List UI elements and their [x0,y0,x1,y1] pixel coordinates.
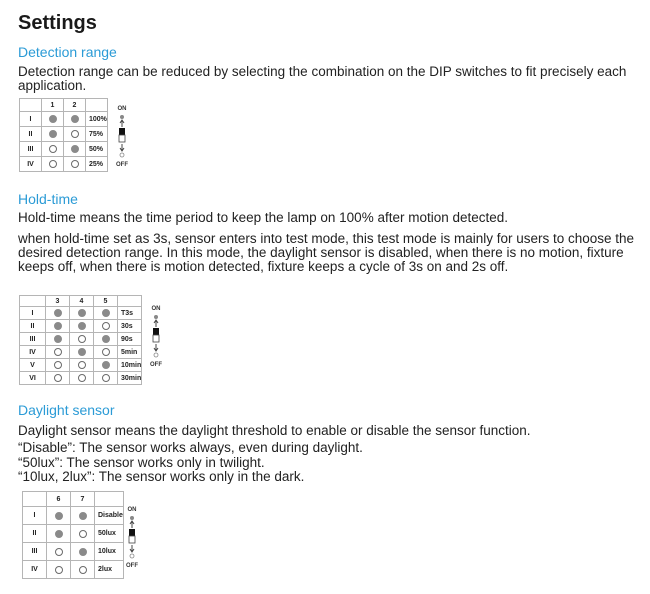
filled-circle-icon [49,130,57,138]
filled-circle-icon [54,335,62,343]
detection-range-table [19,98,108,172]
table-row [20,320,142,333]
column-header [95,492,124,507]
row-label: II [20,127,42,142]
switch-off-label: OFF [116,162,128,168]
column-header [20,99,42,112]
switch-state-cell [64,157,86,172]
table-row [20,346,142,359]
switch-state-cell [70,333,94,346]
table-row [23,525,124,543]
filled-circle-icon [55,512,63,520]
switch-state-cell [46,359,70,372]
switch-state-cell [47,543,71,561]
switch-on-label: ON [151,306,161,312]
open-circle-icon [102,374,110,382]
switch-state-cell [42,142,64,157]
switch-state-cell [42,157,64,172]
table-row [20,112,108,127]
switch-state-cell [71,543,95,561]
table-header-row [23,492,124,507]
row-label: I [20,307,46,320]
column-header: 6 [47,492,71,507]
table-row [20,127,108,142]
column-header: 1 [42,99,64,112]
switch-off-label: OFF [150,362,162,368]
filled-circle-icon [71,145,79,153]
switch-state-cell [94,359,118,372]
detection-range-text: Detection range can be reduced by selecting the combination on the DIP switches to fit precisely each application. [18,64,627,93]
hold-time-test-mode-text: when hold-time set as 3s, sensor enters into test mode, this test mode is mainly for users to choose the desired detection range. In this mode, the daylight sensor is disabled, when there is no motion, fixture keeps off, when there is motion detected, fixture keeps a cycle of 3s on and 2s off. [18,231,635,274]
switch-state-cell [70,307,94,320]
filled-circle-icon [71,115,79,123]
switch-state-cell [94,372,118,385]
filled-circle-icon [79,548,87,556]
page-title: Settings [18,12,97,34]
column-header: 2 [64,99,86,112]
switch-state-cell [70,372,94,385]
table-row [20,307,142,320]
table-row [20,372,142,385]
column-header [23,492,47,507]
daylight-sensor-title: Daylight sensor [18,402,115,418]
open-circle-icon [55,566,63,574]
row-label: III [23,543,47,561]
switch-state-cell [94,320,118,333]
open-circle-icon [78,374,86,382]
open-circle-icon [49,145,57,153]
daylight-sensor-text: Daylight sensor means the daylight threshold to enable or disable the sensor function. [18,423,531,438]
table-row [20,359,142,372]
column-header: 4 [70,296,94,307]
open-circle-icon [54,361,62,369]
row-label: VI [20,372,46,385]
table-row [20,333,142,346]
table-row [20,142,108,157]
setting-value: 5min [118,346,142,359]
filled-circle-icon [79,512,87,520]
switch-state-cell [71,507,95,525]
switch-state-cell [42,112,64,127]
switch-state-cell [70,346,94,359]
switch-state-cell [70,359,94,372]
row-label: I [20,112,42,127]
daylight-dip-switch-icon [124,507,140,569]
switch-state-cell [42,127,64,142]
table-row [23,543,124,561]
table-row [23,561,124,579]
setting-value: 75% [86,127,108,142]
switch-state-cell [47,525,71,543]
column-header [118,296,142,307]
switch-state-cell [47,561,71,579]
filled-circle-icon [78,348,86,356]
detection-range-title: Detection range [18,44,117,60]
column-header: 3 [46,296,70,307]
filled-circle-icon [55,530,63,538]
column-header: 5 [94,296,118,307]
open-circle-icon [78,361,86,369]
row-label: II [23,525,47,543]
row-label: IV [20,346,46,359]
setting-value: 50lux [95,525,124,543]
switch-state-cell [71,561,95,579]
open-circle-icon [102,348,110,356]
switch-state-cell [64,142,86,157]
setting-value: 90s [118,333,142,346]
daylight-50lux-text: “50lux”: The sensor works only in twilight. [18,455,265,470]
column-header [86,99,108,112]
hold-time-table [19,295,142,385]
switch-state-cell [64,112,86,127]
filled-circle-icon [54,322,62,330]
table-row [20,157,108,172]
row-label: III [20,142,42,157]
filled-circle-icon [102,309,110,317]
setting-value: 10lux [95,543,124,561]
switch-state-cell [70,320,94,333]
row-label: II [20,320,46,333]
switch-state-cell [46,320,70,333]
open-circle-icon [71,130,79,138]
open-circle-icon [55,548,63,556]
table-header-row [20,296,142,307]
open-circle-icon [79,530,87,538]
open-circle-icon [54,374,62,382]
row-label: I [23,507,47,525]
filled-circle-icon [49,115,57,123]
switch-on-label: ON [117,106,127,112]
open-circle-icon [54,348,62,356]
setting-value: T3s [118,307,142,320]
switch-state-cell [46,346,70,359]
table-header-row [20,99,108,112]
setting-value: Disable [95,507,124,525]
switch-state-cell [94,346,118,359]
switch-on-label: ON [127,507,137,513]
setting-value: 2lux [95,561,124,579]
column-header: 7 [71,492,95,507]
filled-circle-icon [78,309,86,317]
daylight-disable-text: “Disable”: The sensor works always, even during daylight. [18,440,363,455]
detection-dip-switch-icon [114,106,130,168]
setting-value: 10min [118,359,142,372]
row-label: III [20,333,46,346]
hold-time-text: Hold-time means the time period to keep the lamp on 100% after motion detected. [18,210,509,225]
setting-value: 25% [86,157,108,172]
filled-circle-icon [102,335,110,343]
setting-value: 30min [118,372,142,385]
switch-state-cell [46,372,70,385]
table-row [23,507,124,525]
filled-circle-icon [102,361,110,369]
row-label: V [20,359,46,372]
switch-state-cell [71,525,95,543]
column-header [20,296,46,307]
filled-circle-icon [54,309,62,317]
open-circle-icon [79,566,87,574]
filled-circle-icon [78,322,86,330]
setting-value: 100% [86,112,108,127]
switch-state-cell [47,507,71,525]
switch-off-label: OFF [126,563,138,569]
switch-state-cell [94,333,118,346]
row-label: IV [23,561,47,579]
row-label: IV [20,157,42,172]
hold-time-title: Hold-time [18,191,78,207]
open-circle-icon [71,160,79,168]
open-circle-icon [49,160,57,168]
open-circle-icon [78,335,86,343]
setting-value: 50% [86,142,108,157]
daylight-dark-text: “10lux, 2lux”: The sensor works only in the dark. [18,469,305,484]
open-circle-icon [102,322,110,330]
hold-time-dip-switch-icon [148,306,164,368]
switch-state-cell [64,127,86,142]
switch-state-cell [46,333,70,346]
setting-value: 30s [118,320,142,333]
switch-state-cell [94,307,118,320]
daylight-sensor-table [22,491,124,579]
switch-state-cell [46,307,70,320]
